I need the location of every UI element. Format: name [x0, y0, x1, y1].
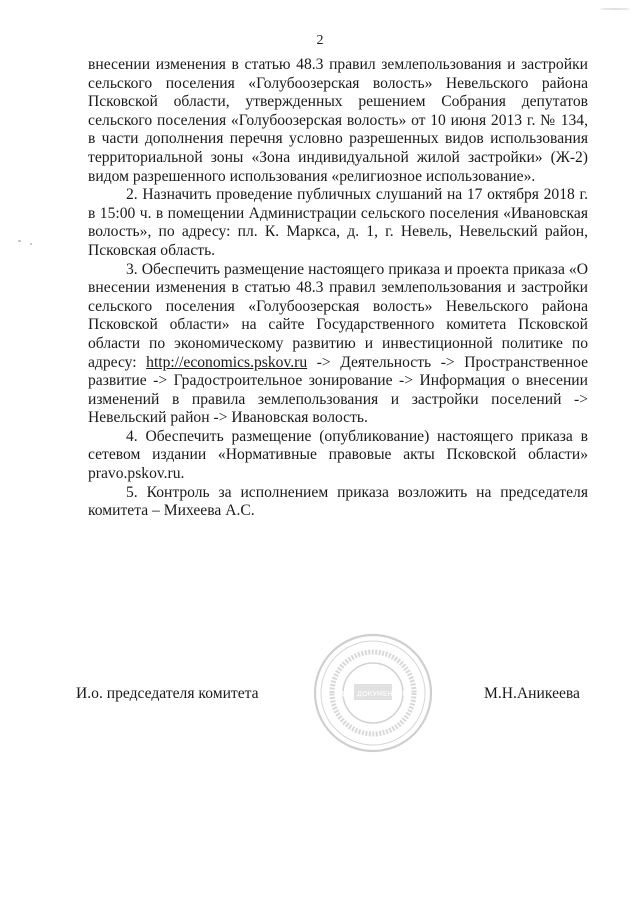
- page-number: 2: [316, 33, 324, 48]
- paragraph-3: [88, 261, 588, 428]
- scan-speck: [18, 240, 21, 242]
- paragraph-3-text-after-link: -> Деятельность -> Пространственное развитие -> Градостроительное зонирование -> Информация о внесении изменений в правила землепользования и застройки поселений -> Невельский район -> Ивановская волость.: [88, 353, 588, 427]
- document-body: [88, 56, 588, 521]
- paragraph-3-text-before-link: 3. Обеспечить размещение настоящего приказа и проекта приказа «О внесении изменения в статью 48.3 правил землепользования и застройки сельского поселения «Голубоозерская волость» Невельского района Псковской области» на сайте Государственного комитета Псковской области по экономическому развитию и инвестиционной политике по адресу:: [88, 260, 588, 371]
- signatory-name: М.Н.Аникеева: [484, 685, 580, 702]
- official-seal-stamp: [312, 632, 434, 754]
- seal-text: ДЛЯ ДОКУМЕНТОВ: [338, 690, 408, 698]
- signatory-position: И.о. председателя комитета: [76, 685, 259, 702]
- scan-speck: [30, 243, 32, 245]
- paragraph-5: 5. Контроль за исполнением приказа возложить на председателя комитета – Михеева А.С.: [88, 483, 588, 520]
- paragraph-4: 4. Обеспечить размещение (опубликование) настоящего приказа в сетевом издании «Нормативные правовые акты Псковской области» pravo.pskov.ru.: [88, 427, 588, 483]
- economics-site-link[interactable]: http://economics.pskov.ru: [146, 353, 308, 371]
- paragraph-1: внесении изменения в статью 48.3 правил землепользования и застройки сельского поселения «Голубоозерская волость» Невельского района Псковской области, утвержденных решением Собрания депутатов сельского поселения «Голубоозерская волость» от 10 июня 2013 г. № 134, в части дополнения перечня условно разрешенных видов использования территориальной зоны «Зона индивидуальной жилой застройки» (Ж-2) видом разрешенного использования «религиозное использование».: [88, 56, 588, 185]
- scan-speck: [600, 8, 630, 10]
- paragraph-2: 2. Назначить проведение публичных слушаний на 17 октября 2018 г. в 15:00 ч. в помещении Администрации сельского поселения «Ивановская волость», по адресу: пл. К. Маркса, д. 1, г. Невель, Невельский район, Псковская область.: [88, 186, 588, 259]
